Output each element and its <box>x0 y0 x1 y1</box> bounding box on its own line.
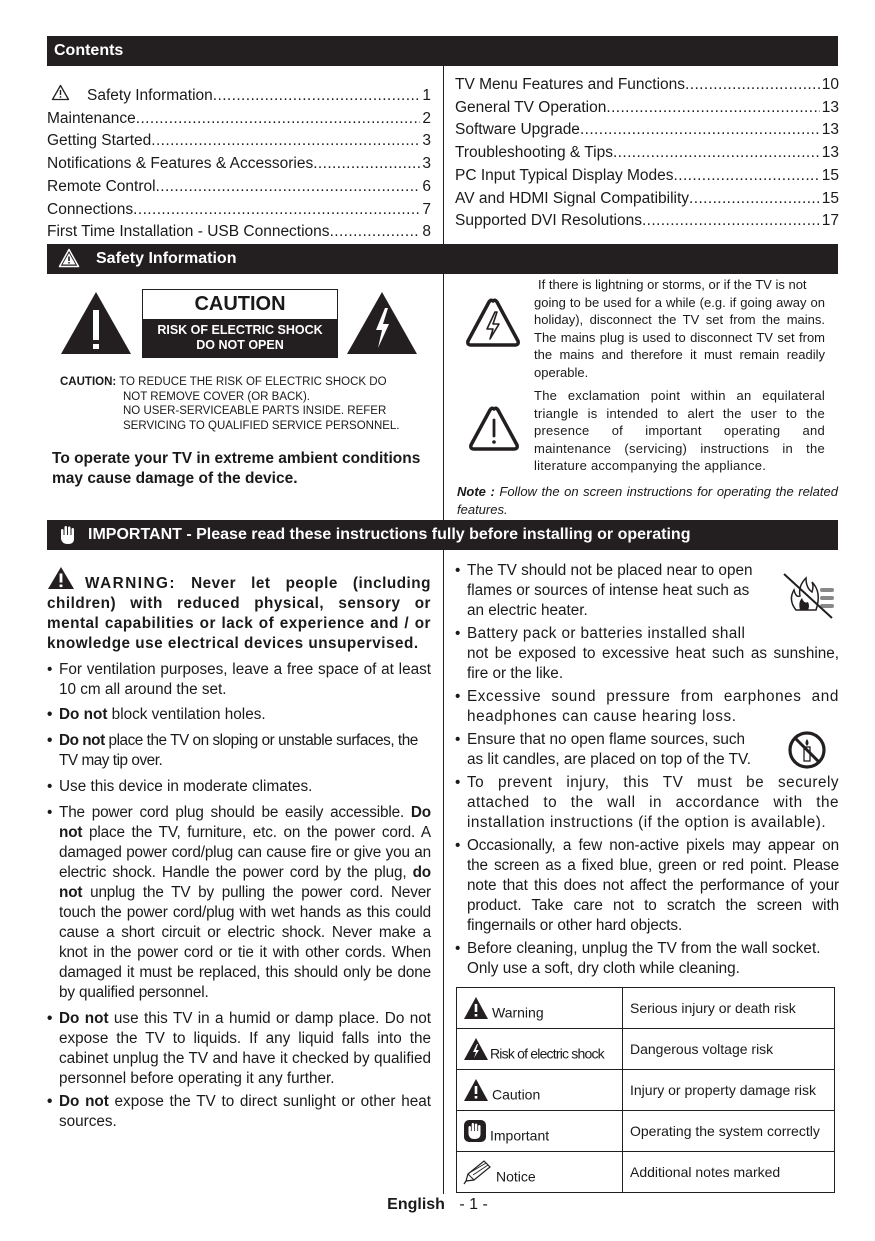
list-item-text: an electric heater. <box>467 602 588 619</box>
list-item-text: Ensure that no open flame sources, such <box>467 731 746 748</box>
note-label: Note : <box>457 484 495 499</box>
no-fire-icon <box>780 570 838 620</box>
list-item: • Do not block ventilation holes. <box>47 706 266 723</box>
caution-icon <box>463 1078 489 1102</box>
legend-description: Dangerous voltage risk <box>623 1029 835 1070</box>
list-item: • The TV should not be placed near to open flames or sources of intense heat such as an electric heater. <box>467 561 839 621</box>
table-row <box>457 988 835 1029</box>
important-title: IMPORTANT - Please read these instructions fully before installing or operating <box>88 526 691 543</box>
toc-page: 6 <box>422 177 431 195</box>
toc-entry[interactable] <box>47 85 431 108</box>
list-item: • Do not use this TV in a humid or damp place. Do not expose the TV to liquids. If any liquid falls into the cabinet unplug the TV and have it checked by qualified personnel before operating it any further. <box>47 1010 431 1087</box>
caution-text-line: SERVICING TO QUALIFIED SERVICE PERSONNEL. <box>123 419 400 432</box>
toc-entry[interactable] <box>47 108 431 131</box>
toc-title: First Time Installation - USB Connections <box>47 223 330 241</box>
list-item: • Battery pack or batteries installed shall not be exposed to excessive heat such as sunshine, fire or the like. <box>455 625 839 682</box>
extreme-conditions-warning <box>52 449 437 489</box>
list-item: • The power cord plug should be easily accessible. Do not place the TV, furniture, etc. on the power cord. A damaged power cord/plug can cause fire or give you an electric shock. Handle the power cord by the plug, do not unplug the TV by pulling the power cord. Never touch the power cord/plug with wet hands as this could cause a short circuit or electric shock. Never make a knot in the power cord or tie it with other cords. When damaged it must be replaced, this should only be done by qualified personnel. <box>47 804 431 1001</box>
toc-page: 13 <box>821 98 839 116</box>
pencil-icon <box>463 1159 493 1185</box>
warning-label: WARNING: <box>85 575 177 592</box>
table-row <box>457 1152 835 1193</box>
contents-divider <box>443 66 444 244</box>
toc-title: Safety Information <box>87 87 213 104</box>
hand-icon <box>59 525 77 545</box>
legend-symbol-cell <box>457 988 623 1029</box>
symbol-legend-table <box>456 987 835 1193</box>
important-divider <box>443 550 444 1194</box>
list-item: • Ensure that no open flame sources, such as lit candles, are placed on top of the TV. <box>467 730 839 770</box>
caution-label <box>142 289 338 358</box>
list-item-text: The power cord plug should be easily accessible. <box>59 804 411 821</box>
toc-page: 15 <box>821 189 839 207</box>
toc-entry[interactable] <box>455 210 839 233</box>
toc-entry[interactable] <box>47 176 431 199</box>
toc-page: 10 <box>821 76 839 93</box>
toc-title: Getting Started <box>47 132 152 150</box>
exclamation-text: The exclamation point within an equilateral triangle is intended to alert the user to the presence of important operating and maintenance (servicing) instructions in the literature accompanying the appliance. <box>534 388 825 473</box>
toc-page: 8 <box>422 223 431 241</box>
legend-label: Notice <box>496 1168 536 1185</box>
legend-description: Additional notes marked <box>623 1152 835 1193</box>
exclamation-triangle-icon <box>59 290 133 356</box>
toc-entry[interactable] <box>455 142 839 165</box>
toc-title: Connections <box>47 200 134 218</box>
list-item-text: flames or sources of intense heat such as <box>467 582 750 599</box>
toc-page: 15 <box>821 166 839 184</box>
list-item: • Occasionally, a few non-active pixels may appear on the screen as a fixed blue, green or red point. Please note that this does not affect the performance of your product. Take care not to scratch the screen with fingernails or other hard objects. <box>455 837 839 934</box>
warning-paragraph <box>47 574 431 654</box>
caution-label-title: CAUTION <box>194 293 286 315</box>
list-item-bold: Do not <box>59 804 431 841</box>
lightning-triangle-icon <box>345 290 419 356</box>
list-item-text: place the TV on sloping or unstable surfaces, the TV may tip over. <box>59 732 418 769</box>
toc-page: 3 <box>422 155 431 173</box>
list-item-text: expose the TV to direct sunlight or other heat sources. <box>59 1093 431 1130</box>
list-item-text: Excessive sound pressure from earphones and headphones can cause hearing loss. <box>467 688 839 725</box>
lightning-text-first: If there is lightning or storms, or if the TV is not <box>538 277 807 292</box>
list-item: • Use this device in moderate climates. <box>47 778 313 795</box>
exclamation-warning-icon <box>468 405 520 453</box>
warning-icon <box>463 996 489 1020</box>
list-item-text: Use this device in moderate climates. <box>59 778 313 795</box>
contents-header <box>47 36 838 66</box>
lightning-text <box>534 276 825 381</box>
toc-entry[interactable] <box>455 165 839 188</box>
list-item-text: Before cleaning, unplug the TV from the wall socket. Only use a soft, dry cloth while cleaning. <box>467 940 821 977</box>
hand-icon <box>463 1119 487 1143</box>
legend-symbol-cell <box>457 1152 623 1193</box>
toc-title: Supported DVI Resolutions <box>455 212 642 230</box>
list-item: • To prevent injury, this TV must be securely attached to the wall in accordance with the installation instructions (if the option is available). <box>455 774 839 831</box>
list-item-text: To prevent injury, this TV must be securely attached to the wall in accordance with the installation instructions (if the option is available). <box>467 774 839 831</box>
footer-language: English <box>387 1196 445 1213</box>
list-item: • For ventilation purposes, leave a free space of at least 10 cm all around the set. <box>47 661 431 698</box>
caution-text-line: NOT REMOVE COVER (OR BACK). <box>123 390 311 403</box>
toc-title: Remote Control <box>47 177 156 195</box>
toc-entry[interactable] <box>47 130 431 153</box>
toc-title: Maintenance <box>47 109 136 127</box>
page-number: - 1 - <box>459 1196 488 1213</box>
warning-body: Never let people (including children) with reduced physical, sensory or mental capabilities or lack of experience and / or knowledge use electrical devices unsupervised. <box>47 575 431 652</box>
safety-divider <box>443 274 444 520</box>
toc-entry[interactable] <box>455 74 839 97</box>
toc-title: General TV Operation <box>455 98 607 116</box>
caution-label-line: RISK OF ELECTRIC SHOCK <box>157 323 323 337</box>
note-body: Follow the on screen instructions for operating the related features. <box>457 484 838 517</box>
list-item-text: Battery pack or batteries installed shall <box>467 625 746 642</box>
legend-description: Injury or property damage risk <box>623 1070 835 1111</box>
contents-title: Contents <box>54 42 124 59</box>
legend-description: Operating the system correctly <box>623 1111 835 1152</box>
list-item-text: block ventilation holes. <box>107 706 266 723</box>
safety-title: Safety Information <box>96 250 237 267</box>
shock-icon <box>463 1037 489 1061</box>
lightning-warning-icon <box>465 297 521 349</box>
legend-label: Warning <box>492 1004 544 1021</box>
legend-symbol-cell <box>457 1111 623 1152</box>
toc-page: 13 <box>821 144 839 162</box>
legend-description: Serious injury or death risk <box>623 988 835 1029</box>
safety-header <box>47 244 838 274</box>
toc-title: TV Menu Features and Functions <box>455 76 686 93</box>
list-item-text: not be exposed to excessive heat such as sunshine, fire or the like. <box>467 645 839 682</box>
extreme-conditions-line: To operate your TV in extreme ambient conditions <box>52 450 421 467</box>
list-item-text: use this TV in a humid or damp place. Do not expose the TV to liquids. If any liquid falls into the cabinet unplug the TV and have it checked by qualified personnel before operating it any further. <box>59 1010 431 1087</box>
toc-entry[interactable] <box>455 188 839 211</box>
caution-text-line: TO REDUCE THE RISK OF ELECTRIC SHOCK DO <box>119 376 387 388</box>
toc-title: Notifications & Features & Accessories <box>47 155 314 173</box>
list-item: • Before cleaning, unplug the TV from the wall socket. Only use a soft, dry cloth while cleaning. <box>455 940 821 977</box>
table-row <box>457 1111 835 1152</box>
warning-icon <box>58 248 80 268</box>
legend-symbol-cell <box>457 1029 623 1070</box>
contents-right-list <box>455 74 839 233</box>
lightning-text-rest: going to be used for a while (e.g. if going away on holiday), disconnect the TV set from the mains. The mains plug is used to disconnect TV set from the mains and therefore it must remain readily operable. <box>534 294 825 380</box>
extreme-conditions-line: may cause damage of the device. <box>52 470 298 487</box>
toc-entry[interactable] <box>47 199 431 222</box>
toc-page: 3 <box>422 132 431 150</box>
legend-label: Caution <box>492 1086 541 1103</box>
legend-symbol-cell <box>457 1070 623 1111</box>
toc-entry[interactable] <box>455 119 839 142</box>
list-item: • Do not expose the TV to direct sunlight or other heat sources. <box>47 1093 431 1130</box>
list-item: • Excessive sound pressure from earphones and headphones can cause hearing loss. <box>455 688 839 725</box>
toc-page: 1 <box>422 87 431 104</box>
list-item-text: unplug the TV by pulling the power cord. Never touch the power cord/plug with wet hands as this could cause a short circuit or electric shock. Never make a knot in the power cord or tie it with other cords. When damaged it must be replaced, this should only be done by qualified personnel. <box>59 884 431 1001</box>
list-item-bold: Do not <box>59 1010 109 1027</box>
toc-page: 17 <box>821 212 839 230</box>
list-item-bold: do not <box>59 864 431 901</box>
legend-label: Risk of electric shock <box>490 1045 604 1062</box>
toc-page: 7 <box>422 200 431 218</box>
toc-title: Troubleshooting & Tips <box>455 144 613 162</box>
toc-entry[interactable] <box>47 221 431 244</box>
contents-left-list <box>47 85 431 244</box>
table-row <box>457 1070 835 1111</box>
important-header <box>47 520 838 550</box>
note-text <box>457 483 838 518</box>
list-item-text: For ventilation purposes, leave a free space of at least 10 cm all around the set. <box>59 661 431 698</box>
legend-label: Important <box>490 1127 550 1144</box>
caution-label-subtitle <box>143 319 337 357</box>
list-item: • Do not place the TV on sloping or unstable surfaces, the TV may tip over. <box>47 732 418 769</box>
page-footer <box>0 1196 875 1214</box>
table-row <box>457 1029 835 1070</box>
toc-title: AV and HDMI Signal Compatibility <box>455 189 690 207</box>
list-item-text: as lit candles, are placed on top of the TV. <box>467 751 752 768</box>
caution-text-label: CAUTION: <box>60 376 117 388</box>
toc-entry[interactable] <box>455 97 839 120</box>
list-item-text: The TV should not be placed near to open <box>467 562 753 579</box>
list-item-bold: Do not <box>59 1093 109 1110</box>
list-item-bold: Do not <box>59 732 105 749</box>
list-item-bold: Do not <box>59 706 108 723</box>
caution-text <box>60 375 430 433</box>
no-candle-icon <box>787 730 827 770</box>
list-item-text: place the TV, furniture, etc. on the power cord. A damaged power cord/plug can cause fire or give you an electric shock. Handle the power cord by the plug, <box>59 824 431 881</box>
caution-label-line: DO NOT OPEN <box>196 338 284 352</box>
list-item-text: Occasionally, a few non-active pixels may appear on the screen as a fixed blue, green or red point. Please note that this does not affect the performance of your product. Take care not to scratch the screen with fingernails or other hard objects. <box>467 837 839 934</box>
caution-text-line: NO USER-SERVICEABLE PARTS INSIDE. REFER <box>123 405 387 417</box>
toc-entry[interactable] <box>47 153 431 176</box>
toc-page: 13 <box>821 121 839 139</box>
toc-title: PC Input Typical Display Modes <box>455 166 674 184</box>
toc-title: Software Upgrade <box>455 121 580 139</box>
toc-page: 2 <box>422 109 431 127</box>
